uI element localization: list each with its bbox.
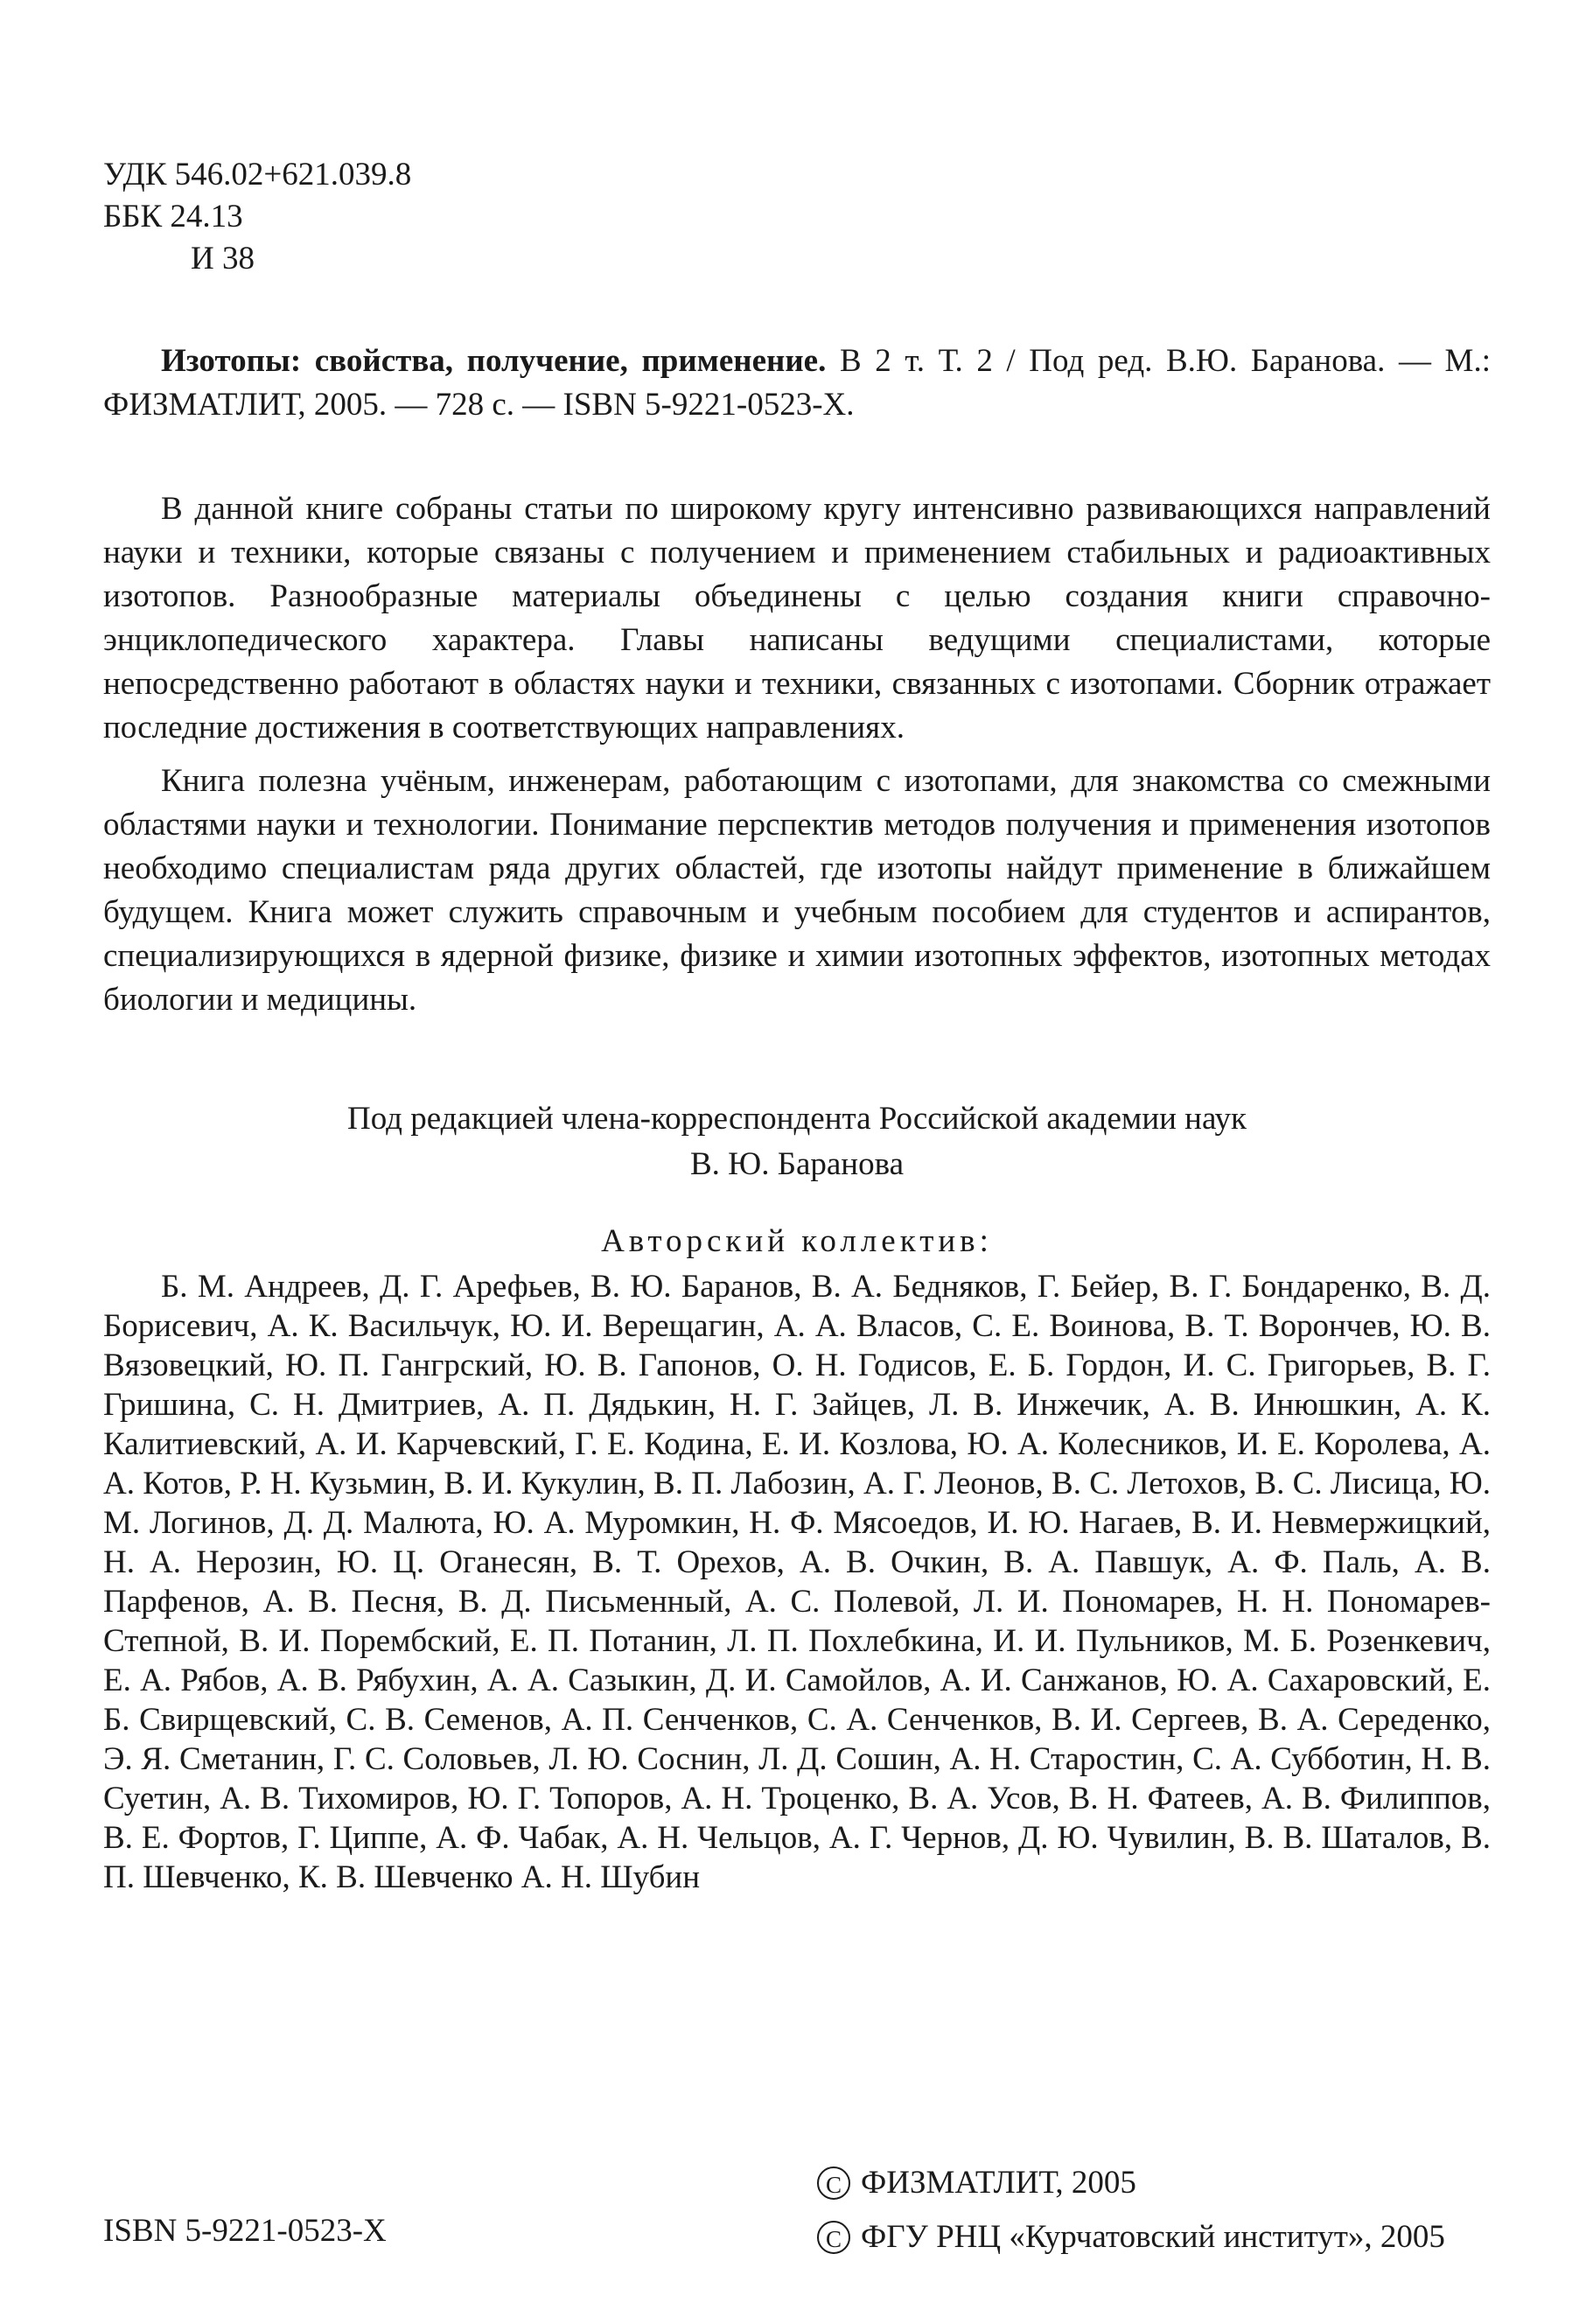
copyright-institute: ФГУ РНЦ «Курчатовский институт», 2005 [861,2219,1445,2255]
author-mark: И 38 [191,241,255,276]
abstract-paragraph-2: Книга полезна учёным, инженерам, работающим с изотопами, для знакомства со смежными областями науки и технологии. Понимание перспектив методов получения и применения изотопов необходимо специалистам ряда других областей, где изотопы найдут применение в ближайшем будущем. Книга может служить справочным и учебным пособием для студентов и аспирантов, специализирующихся в ядерной физике, физике и химии изотопных эффектов, изотопных методах биологии и медицины. [103,763,1491,1018]
book-title: Изотопы: свойства, получение, применение. [161,343,827,379]
copyright-line-2 [817,2210,1445,2264]
copyright-line-1 [817,2156,1445,2210]
abstract [103,487,1491,1032]
udk-code: УДК 546.02+621.039.8 [103,157,412,192]
isbn: ISBN 5-9221-0523-X [103,2213,387,2249]
abstract-paragraph-1: В данной книге собраны статьи по широкому кругу интенсивно развивающихся направлений науки и техники, которые связаны с получением и применением стабильных и радиоактивных изотопов. Разнообразные материалы объединены с целью создания книги справочно-энциклопедического характера. Главы написаны ведущими специалистами, которые непосредственно работают в областях науки и техники, связанных с изотопами. Сборник отражает последние достижения в соответствующих направлениях. [103,491,1491,746]
bibliographic-record [103,340,1491,427]
book-publication-details: В 2 т. Т. 2 / Под ред. В.Ю. Баранова. — М.: ФИЗМАТЛИТ, 2005. — 728 с. — ISBN 5-9221-0523-X. [103,343,1491,423]
authors-heading: Авторский коллектив: [601,1223,993,1259]
copyright-icon: C [817,2221,850,2254]
authors-list: Б. М. Андреев, Д. Г. Арефьев, В. Ю. Баранов, В. А. Бедняков, Г. Бейер, В. Г. Бондаренко, В. Д. Борисевич, А. К. Васильчук, Ю. И. Верещагин, А. А. Власов, С. Е. Воинова, В. Т. Ворончев, Ю. В. Вязовецкий, Ю. П. Гангрский, Ю. В. Гапонов, О. Н. Годисов, Е. Б. Гордон, И. С. Григорьев, В. Г. Гришина, С. Н. Дмитриев, А. П. Дядькин, Н. Г. Зайцев, Л. В. Инжечик, А. В. Инюшкин, А. К. Калитиевский, А. И. Карчевский, Г. Е. Кодина, Е. И. Козлова, Ю. А. Колесников, И. Е. Королева, А. А. Котов, Р. Н. Кузьмин, В. И. Кукулин, В. П. Лабозин, А. Г. Леонов, В. С. Летохов, В. С. Лисица, Ю. М. Логинов, Д. Д. Малюта, Ю. А. Муромкин, Н. Ф. Мясоедов, И. Ю. Нагаев, В. И. Невмержицкий, Н. А. Нерозин, Ю. Ц. Оганесян, В. Т. Орехов, А. В. Очкин, В. А. Павшук, А. Ф. Паль, А. В. Парфенов, А. В. Песня, В. Д. Письменный, А. С. Полевой, Л. И. Пономарев, Н. Н. Пономарев-Степной, В. И. Порембский, Е. П. Потанин, Л. П. Похлебкина, И. И. Пульников, М. Б. Розенкевич, Е. А. Рябов, А. В. Рябухин, А. А. Сазыкин, Д. И. Самойлов, А. И. Санжанов, Ю. А. Сахаровский, Е. Б. Свирщевский, С. В. Семенов, А. П. Сенченков, С. А. Сенченков, В. И. Сергеев, В. А. Середенко, Э. Я. Сметанин, Г. С. Соловьев, Л. Ю. Соснин, Л. Д. Сошин, А. Н. Старостин, С. А. Субботин, Н. В. Суетин, А. В. Тихомиров, Ю. Г. Топоров, А. Н. Троценко, В. А. Усов, В. Н. Фатеев, А. В. Филиппов, В. Е. Фортов, Г. Циппе, А. Ф. Чабак, А. Н. Чельцов, А. Г. Чернов, Д. Ю. Чувилин, В. В. Шаталов, В. П. Шевченко, К. В. Шевченко А. Н. Шубин [103,1269,1491,1895]
classification-block [103,154,411,280]
copyright-icon: C [817,2166,850,2200]
copyright-block [817,2156,1445,2264]
copyright-publisher: ФИЗМАТЛИТ, 2005 [861,2165,1136,2201]
editor-block [103,1096,1491,1187]
editor-title: Под редакцией члена-корреспондента Российской академии наук [347,1101,1247,1137]
bbk-code: ББК 24.13 [103,199,243,234]
editor-name: В. Ю. Баранова [689,1146,904,1182]
